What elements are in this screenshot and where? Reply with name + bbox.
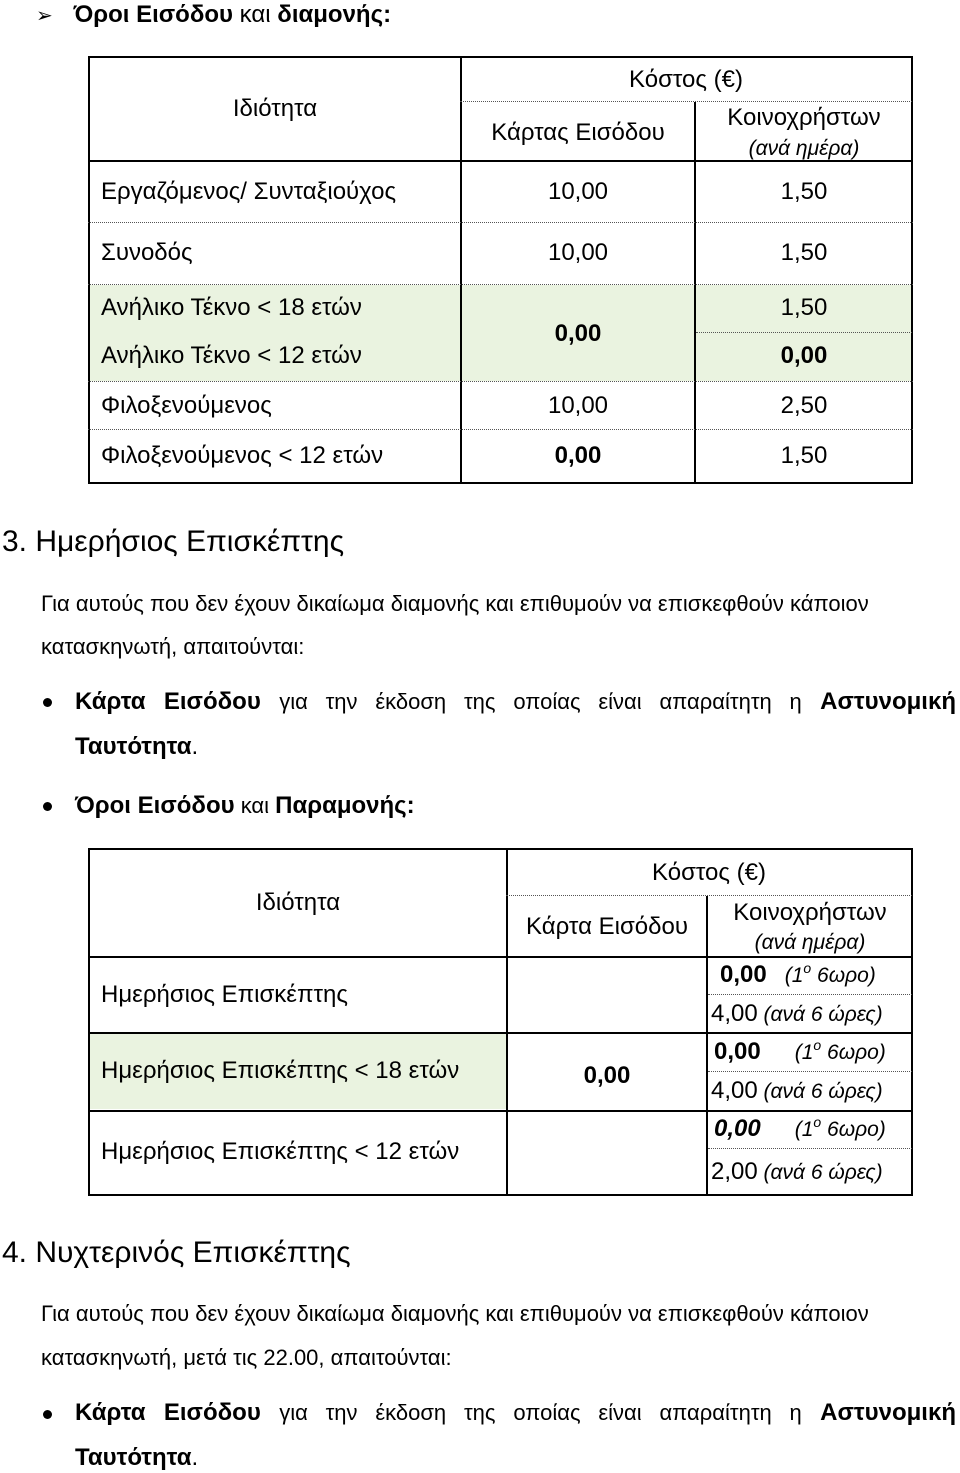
t2-header-common: Κοινοχρήστων <box>733 899 887 926</box>
t1-row-common: 1,50 <box>780 178 828 205</box>
t2-row-rate2: 4,00 (ανά 6 ώρες) <box>711 1000 883 1027</box>
t1-row-label: Φιλοξενούμενος < 12 ετών <box>101 442 384 469</box>
t2-card-value: 0,00 <box>583 1062 631 1089</box>
t1-row-label: Εργαζόμενος/ Συνταξιούχος <box>101 178 397 205</box>
section3-bullet2: Όροι Εισόδου και Παραμονής: <box>75 792 415 819</box>
t1-row-card: 10,00 <box>547 392 609 419</box>
section4-heading: 4. Νυχτερινός Επισκέπτης <box>2 1236 351 1269</box>
t1-header-cost: Κόστος (€) <box>629 66 743 93</box>
t1-header-common: Κοινοχρήστων <box>727 104 881 131</box>
t1-row-common: 2,50 <box>780 392 828 419</box>
t1-header-card: Κάρτας Εισόδου <box>491 119 665 146</box>
t1-header-property: Ιδιότητα <box>232 95 318 122</box>
section3-heading: 3. Ημερήσιος Επισκέπτης <box>2 525 345 558</box>
section3-paragraph-line2: κατασκηνωτή, απαιτούνται: <box>41 634 305 659</box>
entry-terms-title-2: και <box>233 1 278 28</box>
t1-row-common: 1,50 <box>780 442 828 469</box>
bullet-dot-icon <box>43 802 52 811</box>
section4-paragraph-line1: Για αυτούς που δεν έχουν δικαίωμα διαμονής και επιθυμούν να επισκεφθούν κάποιον <box>41 1301 869 1326</box>
t2-row-rate1: 0,00 ($1^o$ 6ωρο) <box>714 1037 886 1065</box>
section3-bullet1-line2: Ταυτότητα. <box>75 733 199 760</box>
t2-row-label: Ημερήσιος Επισκέπτης < 18 ετών <box>101 1057 460 1084</box>
t2-row-label: Ημερήσιος Επισκέπτης < 12 ετών <box>101 1138 460 1165</box>
entry-terms-heading <box>36 3 391 27</box>
t2-row-rate1: 0,00 ($1^o$ 6ωρο) <box>720 960 876 988</box>
t2-header-property: Ιδιότητα <box>255 889 341 916</box>
t2-header-card: Κάρτα Εισόδου <box>526 913 688 940</box>
t2-row-label: Ημερήσιος Επισκέπτης <box>101 981 348 1008</box>
t2-row-rate2: 2,00 (ανά 6 ώρες) <box>711 1158 883 1185</box>
bullet-dot-icon <box>43 698 52 707</box>
t2-row-rate2: 4,00 (ανά 6 ώρες) <box>711 1077 883 1104</box>
bullet-dot-icon <box>43 1410 52 1419</box>
t1-header-common-sub: (ανά ημέρα) <box>748 137 860 160</box>
t1-minors-card: 0,00 <box>554 320 602 347</box>
t2-row-rate1: 0,00 ($1^o$ 6ωρο) <box>714 1114 886 1142</box>
t2-header-common-sub: (ανά ημέρα) <box>754 931 866 954</box>
t1-row-label: Φιλοξενούμενος <box>101 392 272 419</box>
section3-bullet1-line1: Κάρτα Εισόδου για την έκδοση της οποίας είναι απαραίτητη η Αστυνομική <box>75 688 957 715</box>
entry-terms-title-3: διαμονής: <box>277 1 392 28</box>
arrow-bullet-icon: ➢ <box>36 5 53 27</box>
t1-row-common: 0,00 <box>780 342 828 369</box>
section4-paragraph-line2: κατασκηνωτή, μετά τις 22.00, απαιτούνται: <box>41 1345 452 1370</box>
t1-row-label: Συνοδός <box>101 239 193 266</box>
section4-bullet1-line2: Ταυτότητα. <box>75 1444 199 1471</box>
t1-row-card: 10,00 <box>547 178 609 205</box>
t1-row-common: 1,50 <box>780 239 828 266</box>
section3-paragraph-line1: Για αυτούς που δεν έχουν δικαίωμα διαμονής και επιθυμούν να επισκεφθούν κάποιον <box>41 591 869 616</box>
t1-row-common: 1,50 <box>780 294 828 321</box>
t1-row-label: Ανήλικο Τέκνο < 18 ετών <box>101 294 362 321</box>
t1-row-card: 10,00 <box>547 239 609 266</box>
t1-row-card: 0,00 <box>554 442 602 469</box>
t1-row-label: Ανήλικο Τέκνο < 12 ετών <box>101 342 362 369</box>
t2-header-cost: Κόστος (€) <box>652 859 766 886</box>
section4-bullet1-line1: Κάρτα Εισόδου για την έκδοση της οποίας είναι απαραίτητη η Αστυνομική <box>75 1399 957 1426</box>
entry-terms-title-1: Όροι Εισόδου <box>73 1 234 28</box>
